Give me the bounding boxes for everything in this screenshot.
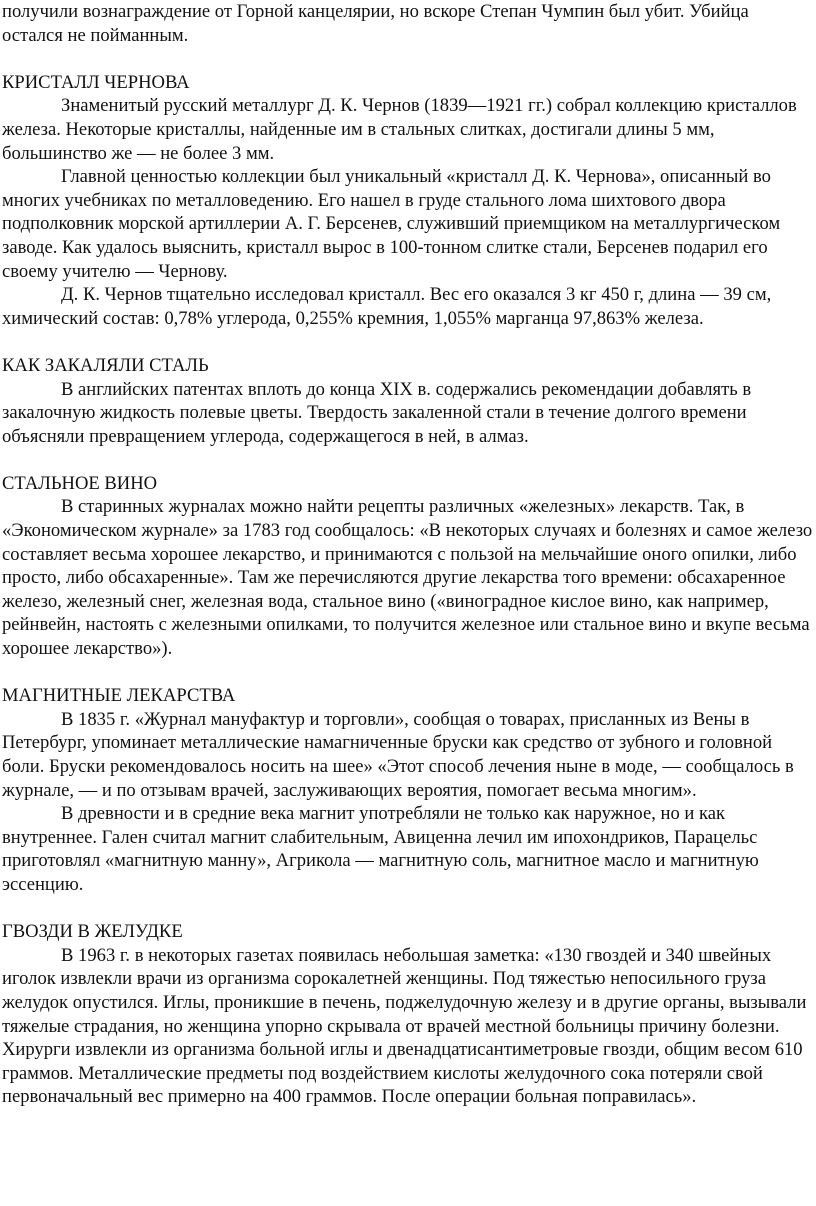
paragraph: Главной ценностью коллекции был уникальный «кристалл Д. К. Чернова», описанный во многих учебниках по металловедению. Его нашел в груде стального лома шихтового двора подполковник морской артиллерии А. Г. Берсенев, служивший приемщиком на металлургическом заводе. Как удалось выяснить, кристалл вырос в 100-тонном слитке стали, Берсенев подарил его своему учителю — Чернову. [2, 166, 781, 282]
section-heading: КАК ЗАКАЛЯЛИ СТАЛЬ [2, 354, 209, 376]
section-magnetic-medicines [2, 684, 814, 896]
paragraph: Знаменитый русский металлург Д. К. Чернов (1839—1921 гг.) собрал коллекцию кристаллов железа. Некоторые кристаллы, найденные им в стальных слитках, достигали длины 5 мм, большинство же — не более 3 мм. [2, 95, 797, 164]
section-nails-in-stomach [2, 920, 814, 1109]
section-heading: ГВОЗДИ В ЖЕЛУДКЕ [2, 921, 183, 943]
section-heading: КРИСТАЛЛ ЧЕРНОВА [2, 71, 190, 93]
paragraph: В древности и в средние века магнит употребляли не только как наружное, но и как внутреннее. Гален считал магнит слабительным, Авиценна лечил им ипохондриков, Парацельс приготовлял «магнитную манну», Агрикола — магнитную соль, магнитное масло и магнитную эссенцию. [2, 803, 759, 895]
section-heading: МАГНИТНЫЕ ЛЕКАРСТВА [2, 685, 236, 707]
paragraph: В старинных журналах можно найти рецепты различных «железных» лекарств. Так, в «Экономическом журнале» за 1783 год сообщалось: «В некоторых случаях и болезнях и самое железо составляет весьма хорошее лекарство, и принимаются с пользой на мельчайшие оного опилки, либо просто, либо обсахаренные». Там же перечисляются другие лекарства того времени: обсахаренное железо, железный снег, железная вода, стальное вино («виноградное кислое вино, как например, рейнвейн, настоять с железными опилками, то получится железное или стальное вино и вкупе весьма хорошее лекарство»). [2, 496, 813, 660]
paragraph: В английских патентах вплоть до конца XIX в. содержались рекомендации добавлять в закалочную жидкость полевые цветы. Твердость закаленной стали в течение долгого времени объясняли превращением углерода, содержащегося в ней, в алмаз. [2, 378, 752, 447]
section-chernov-crystal [2, 71, 814, 331]
paragraph: В 1835 г. «Журнал мануфактур и торговли», сообщая о товарах, присланных из Вены в Петербург, упоминает металлические намагниченные бруски как средство от зубного и головной боли. Бруски рекомендовалось носить на шее» «Этот способ лечения ныне в моде, — сообщалось в журнале, — и по отзывам врачей, заслуживающих вероятия, помогает весьма многим». [2, 708, 794, 801]
section-heading: СТАЛЬНОЕ ВИНО [2, 472, 158, 494]
intro-text: получили вознаграждение от Горной канцелярии, но вскоре Степан Чумпин был убит. Убийца остался не пойманным. [2, 1, 749, 46]
section-steel-wine [2, 472, 814, 661]
section-steel-quenching [2, 354, 814, 448]
paragraph: В 1963 г. в некоторых газетах появилась небольшая заметка: «130 гвоздей и 340 швейных иголок извлекли врачи из организма сорокалетней женщины. Под тяжестью непосильного груза желудок опустился. Иглы, проникшие в печень, поджелудочную железу и в другие органы, вызывали тяжелые страдания, но женщина упорно скрывала от врачей местной больницы причину болезни. Хирурги извлекли из организма больной иглы и двенадцатисантиметровые гвозди, общим весом 610 граммов. Металлические предметы под воздействием кислоты желудочного сока потеряли свой первоначальный вес примерно на 400 граммов. После операции больная поправилась». [2, 944, 807, 1108]
paragraph: Д. К. Чернов тщательно исследовал кристалл. Вес его оказался 3 кг 450 г, длина — 39 см, химический состав: 0,78% углерода, 0,255% кремния, 1,055% марганца 97,863% железа. [2, 284, 772, 329]
